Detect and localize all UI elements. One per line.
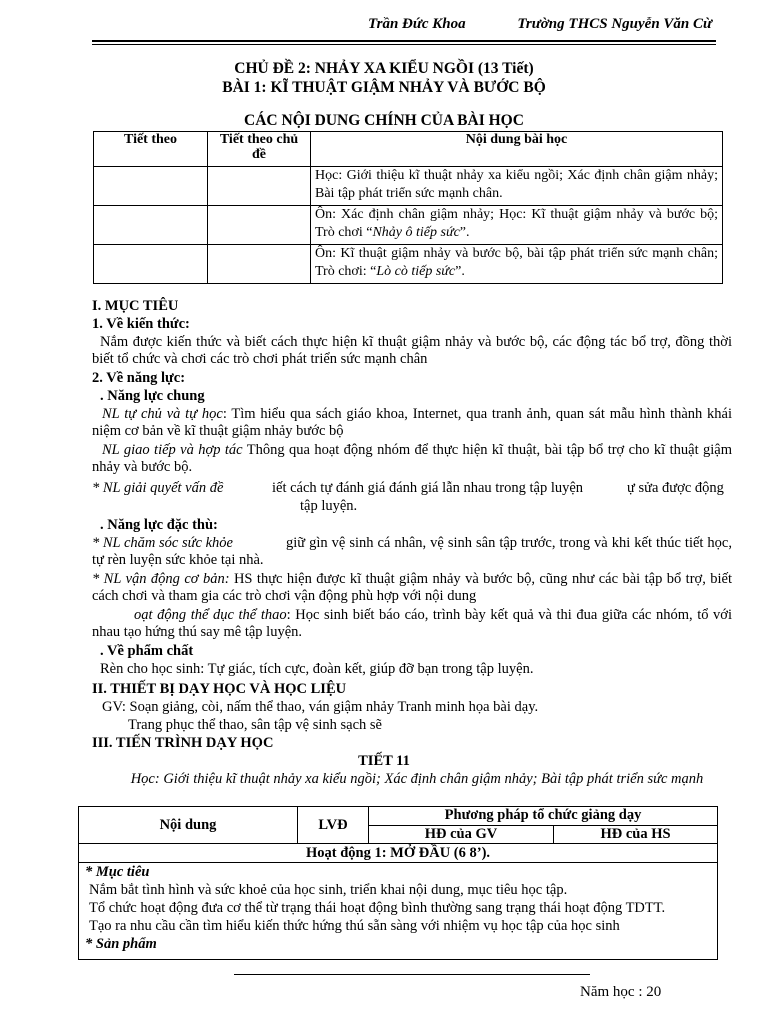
quality-heading: . Về phẩm chất — [100, 643, 194, 659]
table-row — [94, 245, 723, 284]
table-cell-content — [311, 206, 723, 245]
content-text: ”. — [459, 225, 470, 240]
equipment-heading: II. THIẾT BỊ DẠY HỌC VÀ HỌC LIỆU — [92, 681, 347, 697]
footer-divider — [234, 974, 590, 975]
table-cell — [94, 206, 208, 245]
table-cell — [94, 245, 208, 284]
problem-solving-text — [92, 480, 732, 497]
game-name: Lò cò tiếp sức — [376, 264, 456, 279]
knowledge-heading: 1. Về kiến thức: — [92, 316, 190, 332]
general-ability-heading: . Năng lực chung — [100, 388, 205, 404]
col-header-gv: HĐ của GV — [369, 825, 554, 844]
quality-text: Rèn cho học sinh: Tự giác, tích cực, đoàn kết, giúp đỡ bạn trong tập luyện. — [100, 661, 534, 677]
problem-body: ự sửa được động — [627, 480, 724, 496]
cooperation-text — [92, 442, 732, 476]
table-row — [94, 167, 723, 206]
motor-text — [92, 571, 732, 605]
col-header-content: Nội dung bài học — [311, 132, 723, 167]
period-description: Học: Giới thiệu kĩ thuật nhảy xa kiểu ngồi; Xác định chân giậm nhảy; Bài tập phát triển sức mạnh — [130, 771, 704, 787]
sport-text — [92, 607, 732, 641]
problem-label: * NL giải quyết vấn đề — [92, 480, 224, 496]
lesson-title: BÀI 1: KĨ THUẬT GIẬM NHẢY VÀ BƯỚC BỘ — [222, 79, 546, 96]
problem-body: iết cách tự đánh giá đánh giá lẫn nhau trong tập luyện — [272, 480, 584, 496]
header-author: Trần Đức Khoa — [368, 16, 466, 32]
activity-details — [79, 863, 718, 960]
table-cell — [208, 206, 311, 245]
table-cell — [208, 245, 311, 284]
col-header-lvd: LVĐ — [298, 807, 369, 844]
table-cell — [208, 167, 311, 206]
health-label: * NL chăm sóc sức khỏe — [92, 535, 233, 551]
goal-item: Tạo ra nhu cầu cần tìm hiểu kiến thức hứng thú sẵn sàng với nhiệm vụ học tập của học sinh — [89, 918, 620, 934]
table-cell — [94, 167, 208, 206]
lesson-content-table — [93, 131, 723, 284]
sport-label: oạt động thể dục thể thao — [134, 607, 287, 623]
ability-heading: 2. Về năng lực: — [92, 370, 186, 386]
col-header-method: Phương pháp tổ chức giảng dạy — [369, 807, 718, 826]
self-study-body: : Tìm hiểu qua sách giáo khoa, Internet, qua tranh ảnh, quan sát mẫu hình thành khái niệm cơ bản về kĩ thuật giậm nhảy bước bộ — [92, 406, 733, 439]
goal-item: Tổ chức hoạt động đưa cơ thể từ trạng thái hoạt động bình thường sang trạng thái hoạt động TDTT. — [89, 900, 666, 916]
health-body: giữ gìn vệ sinh cá nhân, vệ sinh sân tập trước, trong và khi kết thúc tiết học, tự rèn luyện sức khỏe tại nhà. — [92, 535, 732, 568]
product-label: * Sản phẩm — [85, 936, 157, 952]
content-text: Ôn: Xác định chân giậm nhảy; Học: Kĩ thuật giậm nhảy và bước bộ; Trò chơi “ — [315, 207, 718, 240]
page-header — [92, 12, 716, 42]
knowledge-text: Nắm được kiến thức và biết cách thực hiện kĩ thuật giậm nhảy và bước bộ, các động tác bổ trợ, đồng thời biết tổ chức và chơi các trò chơi phát triển sức mạnh chân — [92, 334, 732, 367]
process-heading: III. TIẾN TRÌNH DẠY HỌC — [92, 735, 274, 751]
self-study-text — [92, 406, 732, 440]
col-header-topic-period: Tiết theo chủ đề — [208, 132, 311, 167]
col-header-hs: HĐ của HS — [554, 825, 718, 844]
motor-label: * NL vận động cơ bản: — [92, 571, 230, 587]
motor-body: HS thực hiện được kĩ thuật giậm nhảy và bước bộ, cũng như các bài tập bổ trợ, biết cách chơi và tham gia các trò chơi vận động phù hợp với nội dung — [92, 571, 732, 604]
content-text: Ôn: Kĩ thuật giậm nhảy và bước bộ, bài tập phát triển sức mạnh chân; Trò chơi: “ — [315, 246, 718, 279]
content-text: ”. — [455, 264, 465, 279]
game-name: Nhảy ô tiếp sức — [372, 225, 460, 240]
col-header-period: Tiết theo — [94, 132, 208, 167]
contents-title: CÁC NỘI DUNG CHÍNH CỦA BÀI HỌC — [244, 112, 524, 129]
table-row — [94, 206, 723, 245]
specific-ability-heading: . Năng lực đặc thù: — [100, 517, 218, 533]
table-cell-content: Học: Giới thiệu kĩ thuật nhảy xa kiểu ngồi; Xác định chân giậm nhảy; Bài tập phát triển sức mạnh chân. — [311, 167, 723, 206]
sport-body: : Học sinh biết báo cáo, trình bày kết quả và thi đua giữa các nhóm, tổ với nhau tạo hứng thú say mê tập luyện. — [92, 607, 733, 640]
self-study-label: NL tự chủ và tự học — [102, 406, 223, 422]
cooperation-body: Thông qua hoạt động nhóm để thực hiện kĩ thuật, bài tập bổ trợ cho kĩ thuật giậm nhảy và bước bộ. — [92, 442, 732, 475]
problem-text-cont: tập luyện. — [300, 498, 358, 514]
equipment-gv: GV: Soạn giảng, còi, nấm thể thao, ván giậm nhảy Tranh minh họa bài dạy. — [102, 699, 539, 715]
objectives-heading: I. MỤC TIÊU — [92, 298, 179, 314]
col-header-content: Nội dung — [79, 807, 298, 844]
teaching-plan-table — [78, 806, 718, 960]
activity-row: Hoạt động 1: MỞ ĐẦU (6 8’). — [79, 844, 718, 863]
table-cell-content — [311, 245, 723, 284]
period-title: TIẾT 11 — [358, 753, 410, 769]
goal-item: Nắm bắt tình hình và sức khoẻ của học sinh, triển khai nội dung, mục tiêu học tập. — [89, 882, 568, 898]
header-school: Trường THCS Nguyễn Văn Cừ — [517, 16, 712, 32]
equipment-hs: Trang phục thể thao, sân tập vệ sinh sạch sẽ — [128, 717, 382, 733]
cooperation-label: NL giao tiếp và hợp tác — [102, 442, 243, 458]
topic-title: CHỦ ĐỀ 2: NHẢY XA KIỂU NGỒI (13 Tiết) — [234, 60, 534, 77]
footer-year: Năm học : 20 — [580, 984, 662, 1000]
goal-label: * Mục tiêu — [85, 864, 150, 880]
